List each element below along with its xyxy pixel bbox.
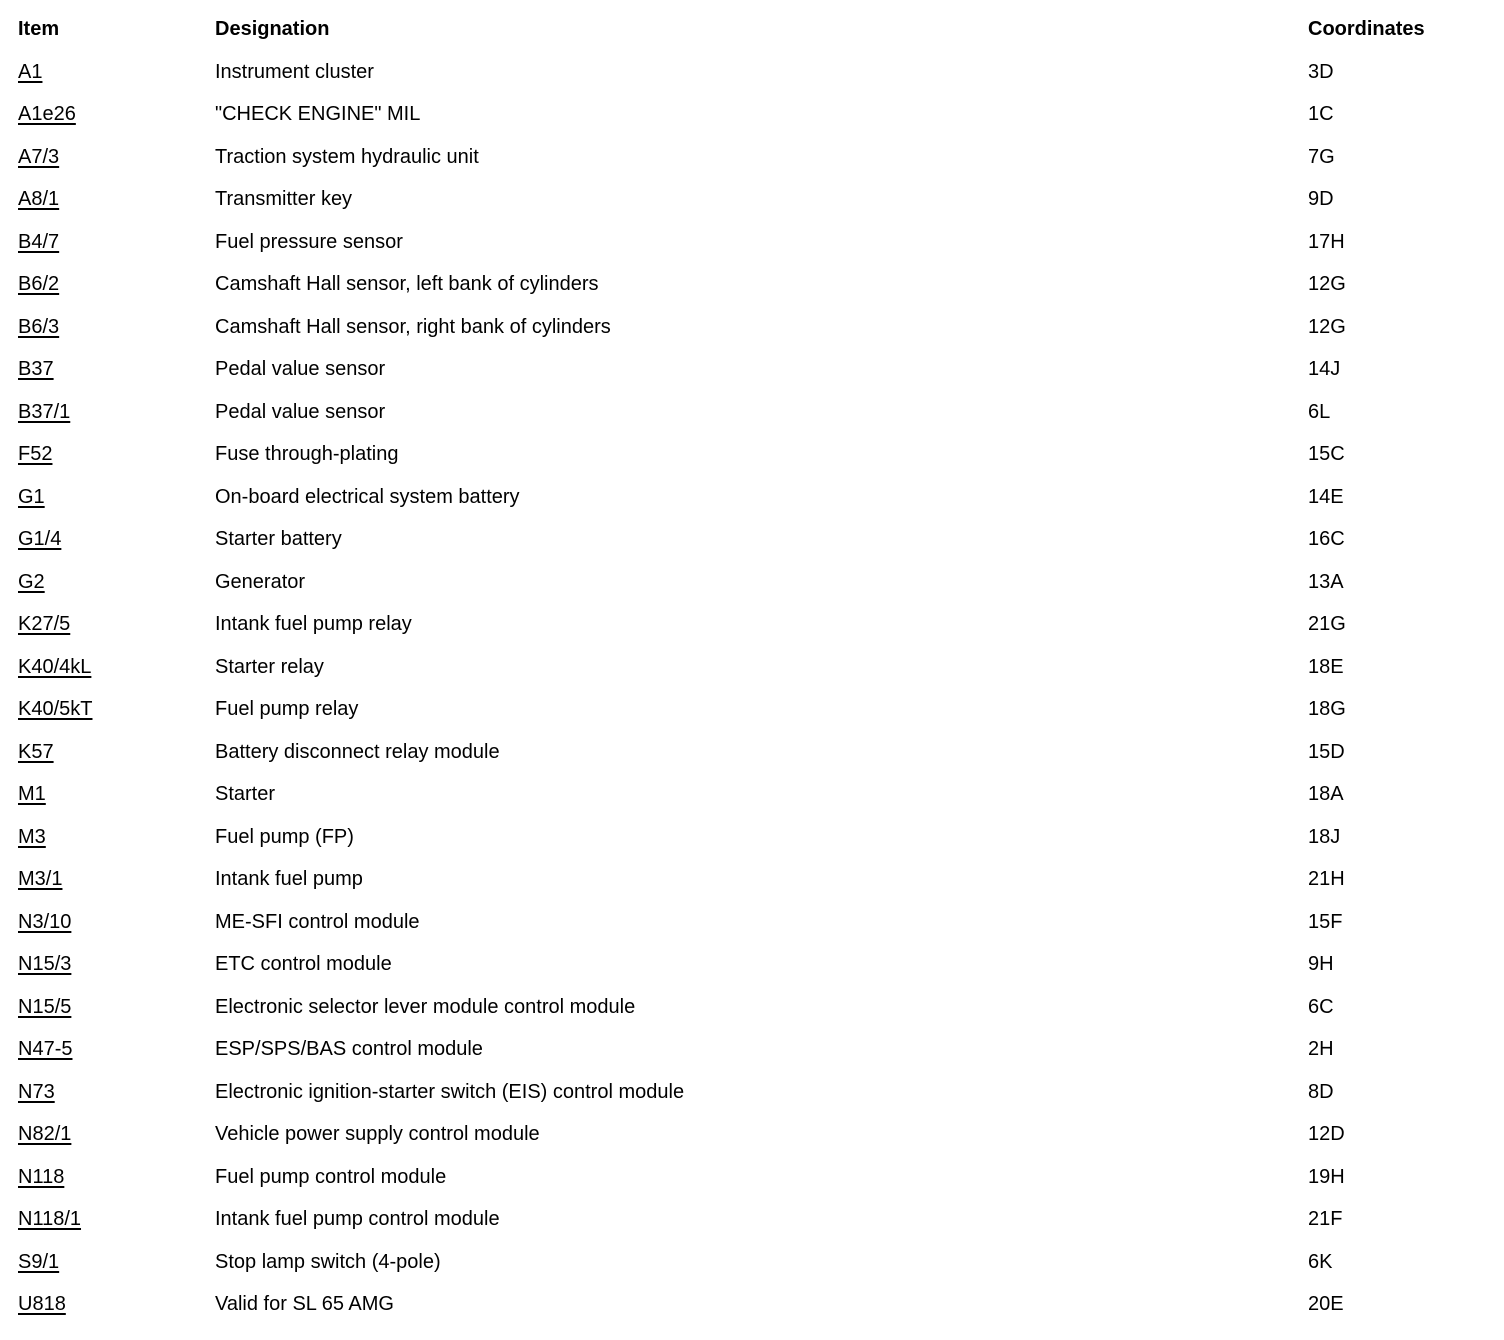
table-row — [18, 476, 1504, 519]
designation-text: Intank fuel pump — [215, 868, 363, 890]
table-row — [18, 433, 1504, 476]
coordinates-text: 18J — [1308, 825, 1341, 848]
coordinates-text: 14J — [1308, 358, 1341, 380]
designation-text: Starter — [215, 783, 276, 805]
designation-text: Starter battery — [215, 528, 342, 550]
item-link[interactable]: B37 — [18, 358, 54, 380]
designation-text: Starter relay — [215, 655, 324, 678]
coordinates-text: 15D — [1308, 740, 1345, 763]
designation-text: Stop lamp switch (4-pole) — [215, 1250, 441, 1273]
column-header-coordinates: Coordinates — [1308, 18, 1425, 40]
table-row — [18, 731, 1504, 774]
coordinates-text: 21H — [1308, 868, 1345, 890]
table-body — [18, 51, 1504, 1326]
designation-text: Intank fuel pump control module — [215, 1208, 500, 1230]
designation-text: "CHECK ENGINE" MIL — [215, 103, 421, 125]
item-link[interactable]: G1/4 — [18, 528, 62, 550]
table-row — [18, 391, 1504, 434]
coordinates-text: 20E — [1308, 1293, 1344, 1315]
item-link[interactable]: A1e26 — [18, 103, 76, 125]
item-link[interactable]: K27/5 — [18, 613, 71, 635]
coordinates-text: 7G — [1308, 145, 1335, 168]
table-row — [18, 1113, 1504, 1156]
designation-text: Fuel pump relay — [215, 698, 359, 720]
table-row — [18, 688, 1504, 731]
table-row — [18, 51, 1504, 94]
designation-text: Electronic selector lever module control module — [215, 995, 636, 1018]
item-link[interactable]: B4/7 — [18, 230, 60, 253]
designation-text: Pedal value sensor — [215, 400, 386, 423]
table-row — [18, 348, 1504, 391]
item-link[interactable]: M3/1 — [18, 868, 63, 890]
item-link[interactable]: N73 — [18, 1080, 55, 1103]
item-link[interactable]: A8/1 — [18, 188, 60, 210]
table-row — [18, 901, 1504, 944]
item-link[interactable]: B37/1 — [18, 400, 71, 423]
designation-text: On-board electrical system battery — [215, 485, 520, 508]
designation-text: ME-SFI control module — [215, 910, 420, 933]
item-link[interactable]: K40/4kL — [18, 655, 92, 678]
coordinates-text: 16C — [1308, 528, 1345, 550]
item-link[interactable]: K57 — [18, 740, 54, 763]
designation-text: ESP/SPS/BAS control module — [215, 1038, 483, 1060]
item-link[interactable]: S9/1 — [18, 1250, 60, 1273]
table-row — [18, 1028, 1504, 1071]
item-link[interactable]: M3 — [18, 825, 46, 848]
item-link[interactable]: B6/2 — [18, 273, 60, 295]
table-row — [18, 1156, 1504, 1199]
coordinates-text: 21G — [1308, 613, 1346, 635]
table-row — [18, 986, 1504, 1029]
item-link[interactable]: F52 — [18, 443, 53, 465]
table-row — [18, 1071, 1504, 1114]
designation-text: Camshaft Hall sensor, right bank of cylinders — [215, 315, 611, 338]
designation-text: Vehicle power supply control module — [215, 1123, 540, 1145]
table-row — [18, 603, 1504, 646]
item-link[interactable]: A1 — [18, 60, 43, 83]
designation-text: Valid for SL 65 AMG — [215, 1293, 394, 1315]
coordinates-text: 1C — [1308, 103, 1334, 125]
table-row — [18, 1241, 1504, 1284]
designation-text: Fuse through-plating — [215, 443, 399, 465]
coordinates-text: 18E — [1308, 655, 1344, 678]
coordinates-text: 8D — [1308, 1080, 1334, 1103]
coordinates-text: 19H — [1308, 1165, 1345, 1188]
item-link[interactable]: N118 — [18, 1165, 65, 1188]
item-link[interactable]: N118/1 — [18, 1208, 82, 1230]
coordinates-text: 14E — [1308, 485, 1344, 508]
designation-text: Fuel pump (FP) — [215, 825, 354, 848]
table-row — [18, 561, 1504, 604]
table-row — [18, 306, 1504, 349]
coordinates-text: 18A — [1308, 783, 1344, 805]
item-link[interactable]: K40/5kT — [18, 698, 93, 720]
coordinates-text: 6K — [1308, 1250, 1333, 1273]
designation-text: Traction system hydraulic unit — [215, 145, 479, 168]
table-row — [18, 93, 1504, 136]
item-link[interactable]: A7/3 — [18, 145, 60, 168]
coordinates-text: 12G — [1308, 273, 1346, 295]
coordinates-text: 6C — [1308, 995, 1334, 1018]
table-row — [18, 816, 1504, 859]
designation-text: Fuel pump control module — [215, 1165, 447, 1188]
item-link[interactable]: N3/10 — [18, 910, 72, 933]
table-row — [18, 518, 1504, 561]
designation-text: Battery disconnect relay module — [215, 740, 500, 763]
coordinates-text: 6L — [1308, 400, 1331, 423]
designation-text: Intank fuel pump relay — [215, 613, 412, 635]
coordinates-text: 12G — [1308, 315, 1346, 338]
coordinates-text: 2H — [1308, 1038, 1334, 1060]
item-link[interactable]: N15/5 — [18, 995, 72, 1018]
coordinates-text: 21F — [1308, 1208, 1343, 1230]
table-row — [18, 858, 1504, 901]
column-header-designation: Designation — [215, 18, 330, 40]
designation-text: Electronic ignition-starter switch (EIS) control module — [215, 1080, 685, 1103]
table-row — [18, 263, 1504, 306]
item-link[interactable]: N82/1 — [18, 1123, 72, 1145]
table-row — [18, 178, 1504, 221]
item-link[interactable]: B6/3 — [18, 315, 60, 338]
table-row — [18, 943, 1504, 986]
item-link[interactable]: G2 — [18, 570, 45, 593]
coordinates-text: 15C — [1308, 443, 1345, 465]
item-link[interactable]: N47-5 — [18, 1038, 73, 1060]
coordinates-text: 9D — [1308, 188, 1334, 210]
coordinates-text: 3D — [1308, 60, 1334, 83]
designation-text: Generator — [215, 570, 306, 593]
coordinates-text: 18G — [1308, 698, 1346, 720]
item-link[interactable]: M1 — [18, 783, 46, 805]
designation-text: ETC control module — [215, 953, 392, 975]
table-row — [18, 221, 1504, 264]
table-row — [18, 646, 1504, 689]
table-header-row — [18, 8, 1504, 51]
table-row — [18, 136, 1504, 179]
coordinates-text: 13A — [1308, 570, 1344, 593]
table-row — [18, 1283, 1504, 1326]
item-link[interactable]: N15/3 — [18, 953, 72, 975]
column-header-item: Item — [18, 18, 60, 40]
designation-text: Camshaft Hall sensor, left bank of cylinders — [215, 273, 599, 295]
item-link[interactable]: G1 — [18, 485, 45, 508]
item-link[interactable]: U818 — [18, 1293, 66, 1315]
coordinates-text: 9H — [1308, 953, 1334, 975]
coordinates-text: 17H — [1308, 230, 1345, 253]
coordinates-text: 12D — [1308, 1123, 1345, 1145]
designation-text: Instrument cluster — [215, 60, 374, 83]
table-row — [18, 1198, 1504, 1241]
designation-text: Fuel pressure sensor — [215, 230, 403, 253]
table-row — [18, 773, 1504, 816]
designation-text: Transmitter key — [215, 188, 353, 210]
coordinates-text: 15F — [1308, 910, 1343, 933]
designation-text: Pedal value sensor — [215, 358, 386, 380]
